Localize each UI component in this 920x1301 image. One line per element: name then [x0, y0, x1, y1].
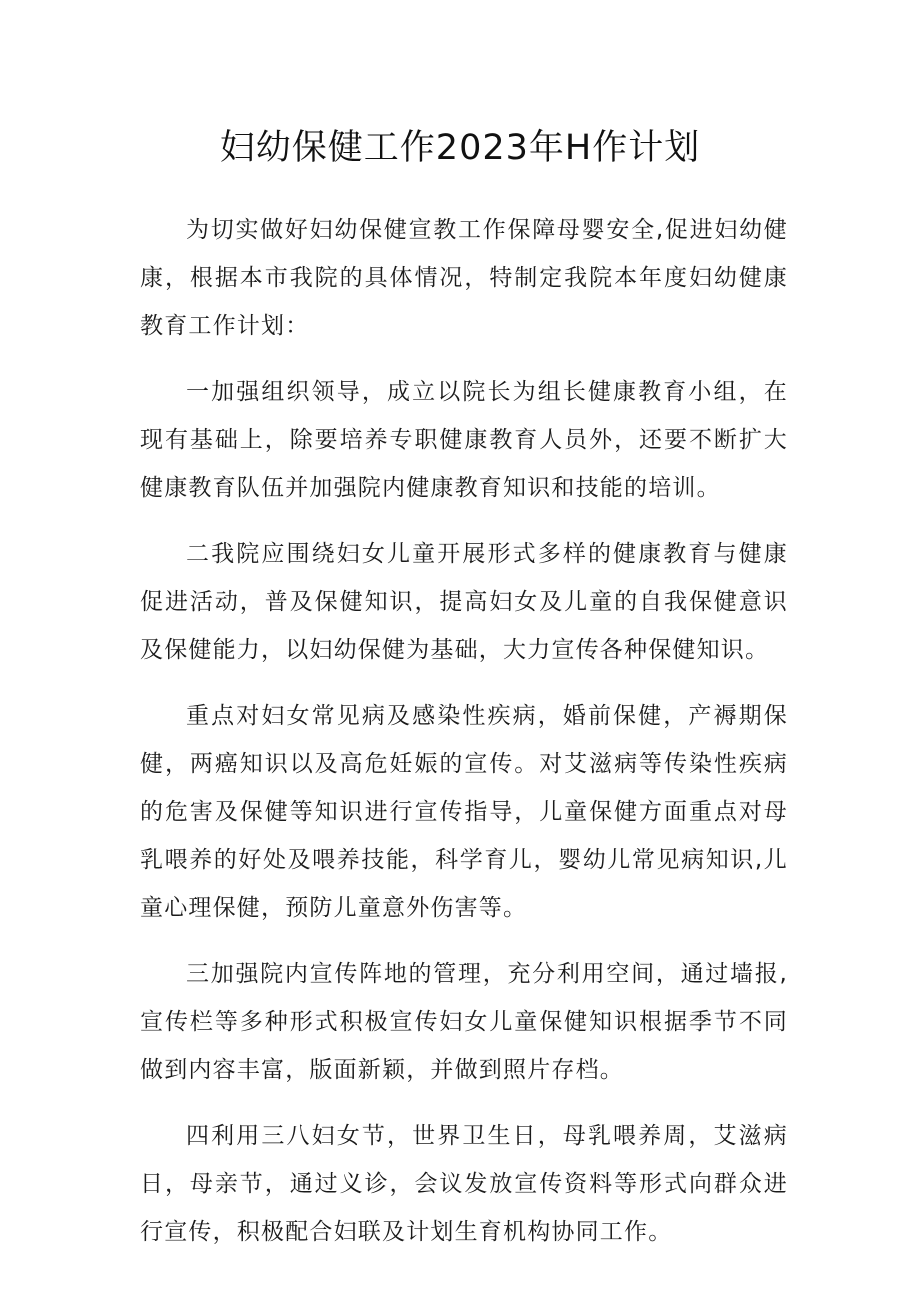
- paragraph-activities: 二我院应围绕妇女儿童开展形式多样的健康教育与健康促进活动，普及保健知识，提高妇女及儿童的自我保健意识及保健能力，以妇幼保健为基础，大力宣传各种保健知识。: [140, 541, 788, 663]
- paragraph-organization: 一加强组织领导，成立以院长为组长健康教育小组，在现有基础上，除要培养专职健康教育人员外，还要不断扩大健康教育队伍并加强院内健康教育知识和技能的培训。: [140, 379, 788, 501]
- paragraph-events: 四利用三八妇女节，世界卫生日，母乳喂养周，艾滋病日，母亲节，通过义诊，会议发放宣传资料等形式向群众进行宣传，积极配合妇联及计划生育机构协同工作。: [140, 1123, 788, 1245]
- paragraph-intro: 为切实做好妇幼保健宣教工作保障母婴安全,促进妇幼健康，根据本市我院的具体情况，特制定我院本年度妇幼健康教育工作计划：: [140, 217, 788, 339]
- paragraph-publicity: 三加强院内宣传阵地的管理，充分利用空间，通过墙报,宣传栏等多种形式积极宣传妇女儿童保健知识根据季节不同做到内容丰富，版面新颖，并做到照片存档。: [140, 961, 788, 1083]
- paragraph-focus: 重点对妇女常见病及感染性疾病，婚前保健，产褥期保健，两癌知识以及高危妊娠的宣传。对艾滋病等传染性疾病的危害及保健等知识进行宣传指导，儿童保健方面重点对母乳喂养的好处及喂养技能，科学育儿，婴幼儿常见病知识,儿童心理保健，预防儿童意外伤害等。: [140, 703, 788, 921]
- document-body: [140, 206, 788, 1274]
- document-title: 妇幼保健工作2023年H作计划: [219, 128, 701, 168]
